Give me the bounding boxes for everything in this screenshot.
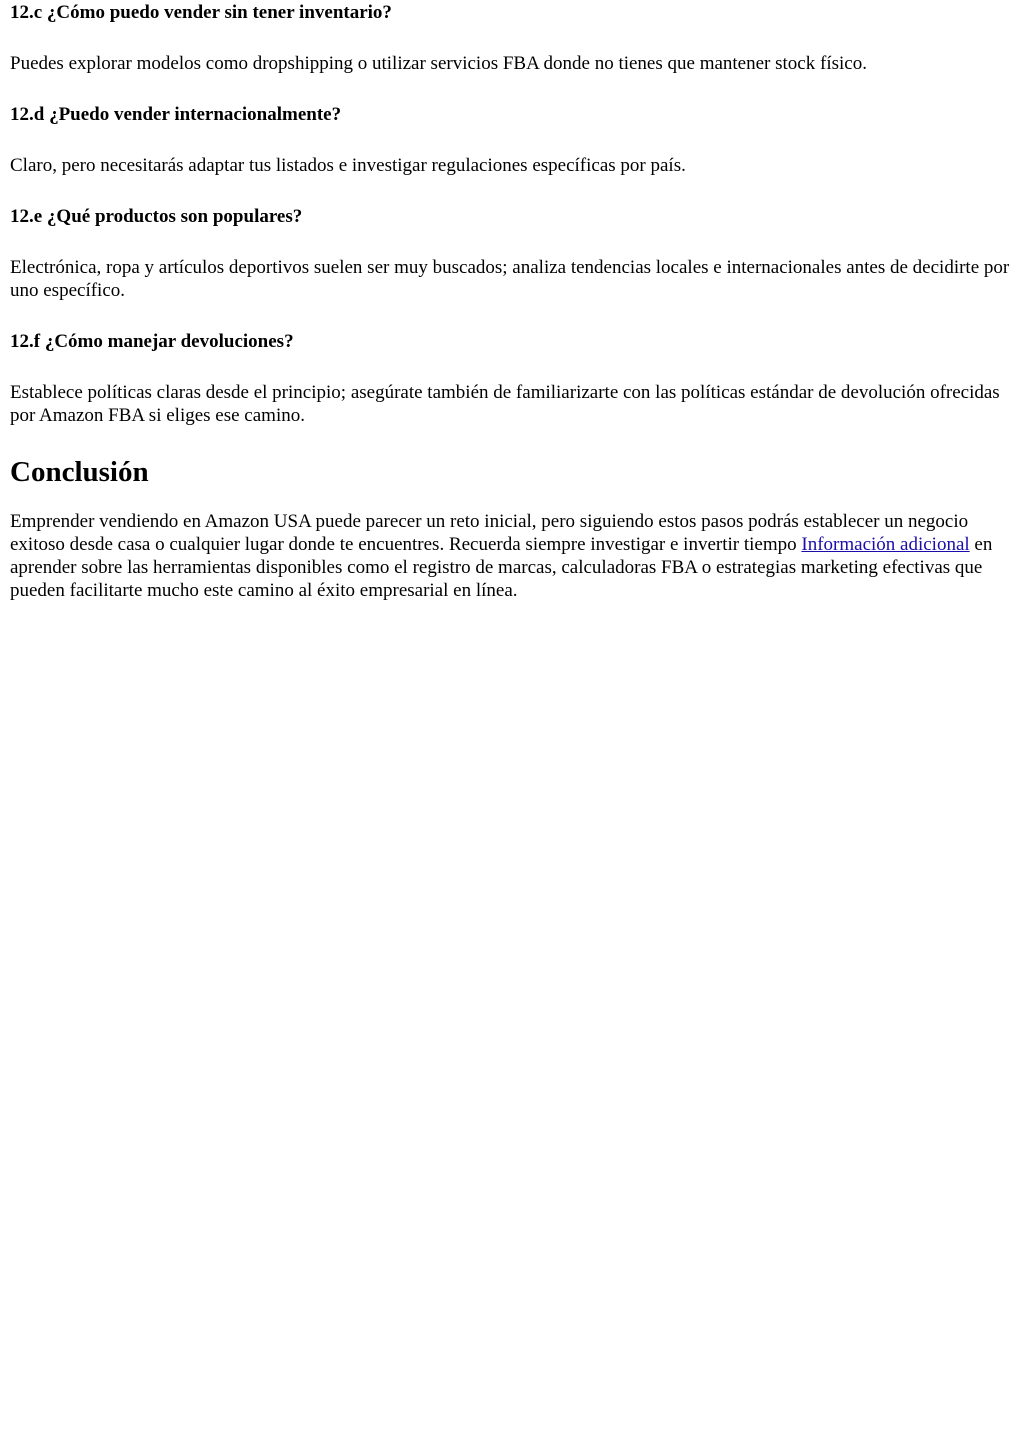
- conclusion-paragraph: [10, 510, 1014, 602]
- faq-answer-12d: Claro, pero necesitarás adaptar tus listados e investigar regulaciones específicas por país.: [10, 155, 686, 176]
- conclusion-heading: Conclusión: [10, 456, 149, 488]
- faq-answer-12e: Electrónica, ropa y artículos deportivos suelen ser muy buscados; analiza tendencias locales e internacionales antes de decidirte por uno específico.: [10, 257, 1010, 301]
- conclusion-text-after-link: en aprender sobre las herramientas disponibles como el registro de marcas, calculadoras FBA o estrategias marketing efectivas que pueden facilitarte mucho este camino al éxito empresarial en línea.: [10, 534, 993, 601]
- more-info-link[interactable]: Información adicional: [801, 534, 970, 555]
- faq-question-12d: 12.d ¿Puedo vender internacionalmente?: [10, 104, 342, 125]
- faq-question-12f: 12.f ¿Cómo manejar devoluciones?: [10, 331, 294, 352]
- faq-question-12c: 12.c ¿Cómo puedo vender sin tener inventario?: [10, 2, 392, 23]
- faq-answer-12c: Puedes explorar modelos como dropshipping o utilizar servicios FBA donde no tienes que mantener stock físico.: [10, 53, 867, 74]
- document-page: [0, 1, 1024, 602]
- faq-answer-12f: Establece políticas claras desde el principio; asegúrate también de familiarizarte con las políticas estándar de devolución ofrecidas por Amazon FBA si eliges ese camino.: [10, 382, 1000, 426]
- conclusion-text-before-link: Emprender vendiendo en Amazon USA puede parecer un reto inicial, pero siguiendo estos pasos podrás establecer un negocio exitoso desde casa o cualquier lugar donde te encuentres. Recuerda siempre investigar e invertir tiempo: [10, 511, 969, 555]
- faq-question-12e: 12.e ¿Qué productos son populares?: [10, 206, 303, 227]
